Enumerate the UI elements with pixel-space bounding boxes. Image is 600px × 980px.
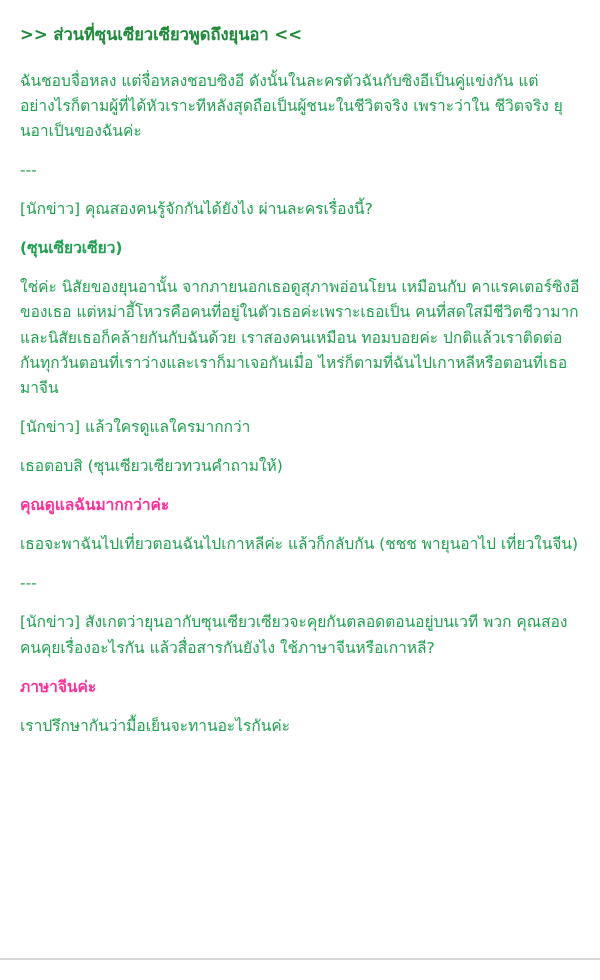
answer-paragraph-5-highlight: ภาษาจีนค่ะ [20,677,97,696]
answer-paragraph-4: เธอจะพาฉันไปเที่ยวตอนฉันไปเกาหลีค่ะ แล้วก็กลับกัน (ชชช พายุนอาไป เที่ยวในจีน) [20,535,579,554]
divider-1: --- [20,161,37,180]
answer-paragraph-2: เธอตอบสิ (ซุนเซียวเซียวทวนคำถามให้) [20,457,283,476]
paragraph-intro: ฉันชอบจื่อหลง แต่จื่อหลงชอบซิงอี ดังนั้นในละครตัวฉันกับซิงอีเป็นคู่แข่งกัน แต่อย่างไรก็ตามผู้ที่ได้หัวเราะทีหลังสุดถือเป็นผู้ชนะในชีวิตจริง เพราะว่าใน ชีวิตจริง ยุนอาเป็นของฉันค่ะ [20,71,563,140]
interviewer-question-2: [นักข่าว] แล้วใครดูแลใครมากกว่า [20,417,251,436]
interviewer-question-1: [นักข่าว] คุณสองคนรู้จักกันได้ยังไง ผ่านละครเรื่องนี้? [20,200,373,219]
answer-paragraph-6: เราปรึกษากันว่ามื้อเย็นจะทานอะไรกันค่ะ [20,716,291,735]
speaker-label-sun-xiaoxiao: (ซุนเซียวเซียว) [20,239,123,258]
interviewer-question-3: [นักข่าว] สังเกตว่ายุนอากับซุนเซียวเซียวจะคุยกันตลอดตอนอยู่บนเวที พวก คุณสองคนคุยเรื่องอะไรกัน แล้วสื่อสารกันยังไง ใช้ภาษาจีนหรือเกาหลี? [20,613,568,657]
bottom-divider [0,958,600,960]
answer-paragraph-3-highlight: คุณดูแลฉันมากกว่าค่ะ [20,496,170,515]
answer-paragraph-1: ใช่ค่ะ นิสัยของยุนอานั้น จากภายนอกเธอดูสุภาพอ่อนโยน เหมือนกับ คาแรคเตอร์ซิงอีของเธอ แต่หม่าอี้โหวรคือคนที่อยู่ในตัวเธอค่ะเพราะเธอเป็น คนที่สดใสมีชีวิตชีวามากและนิสัยเธอก็คล้ายกันกับฉันด้วย เราสองคนเหมือน ทอมบอยค่ะ ปกติแล้วเราติดต่อกันทุกวันตอนที่เราว่างและเราก็มาเจอกันเมื่อ ไหร่ก็ตามที่ฉันไปเกาหลีหรือตอนที่เธอมาจีน [20,278,580,397]
divider-2: --- [20,574,37,593]
page-title: >> ส่วนที่ซุนเซียวเซียวพูดถึงยุนอา << [20,25,303,44]
